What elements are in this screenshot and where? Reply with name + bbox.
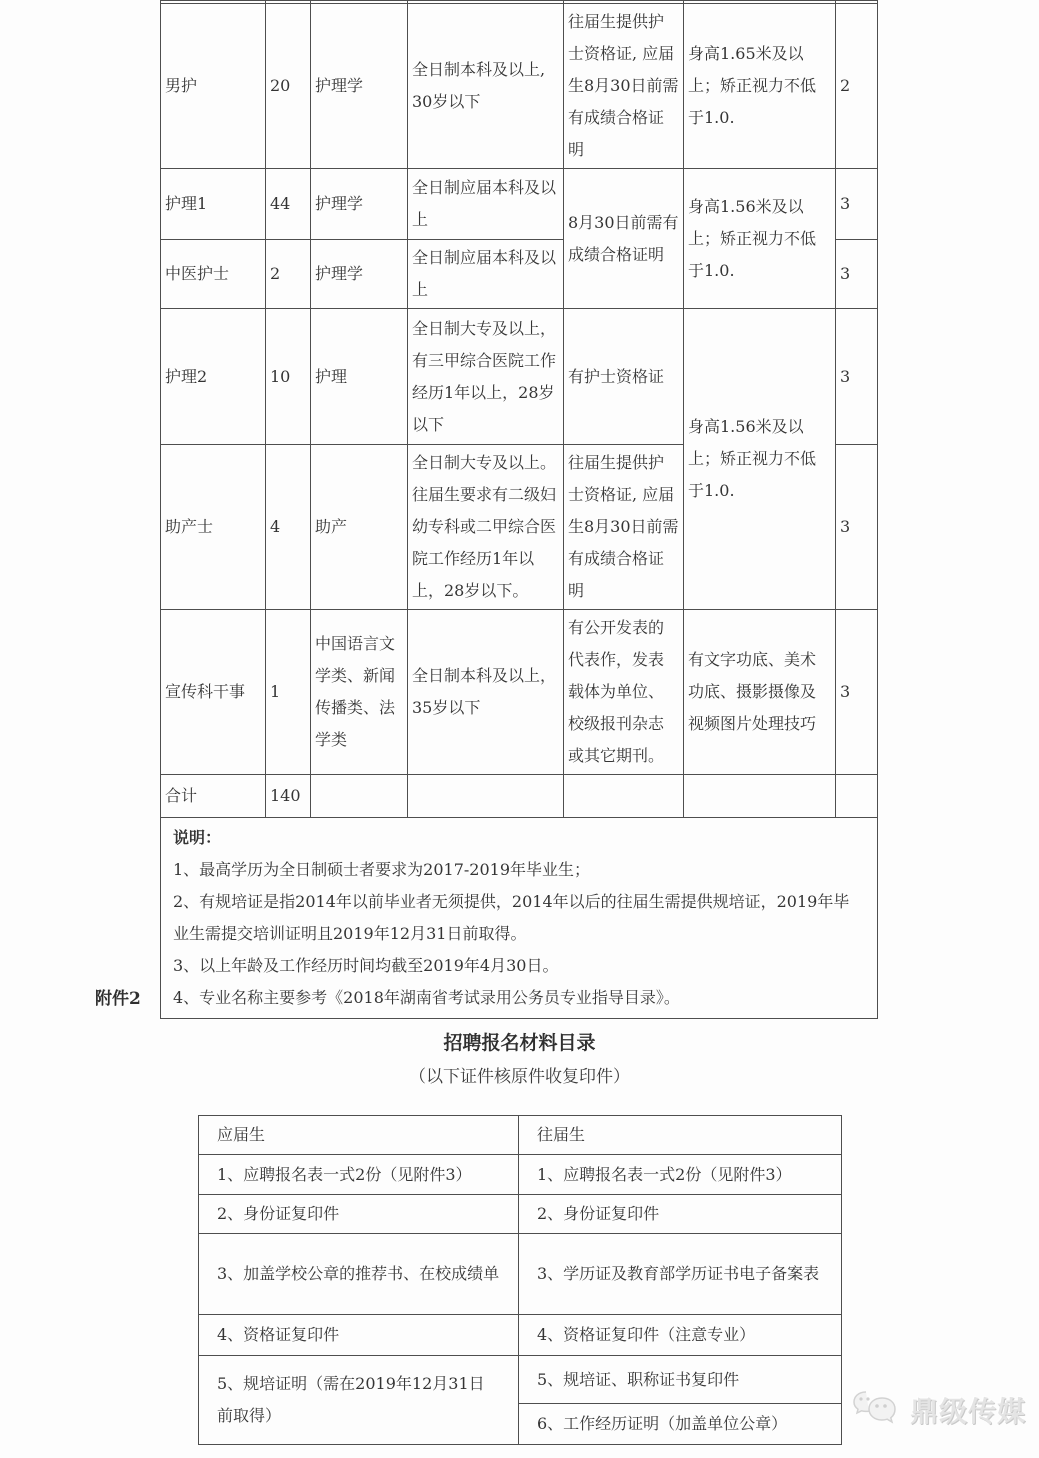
cell-batch: 3 xyxy=(836,309,878,445)
cell-batch: 3 xyxy=(836,445,878,610)
cell-certificate: 往届生提供护士资格证, 应届生8月30日前需有成绩合格证明 xyxy=(564,4,684,169)
watermark-text: 鼎级传媒 xyxy=(910,1395,1027,1428)
cell-education: 全日制应届本科及以上 xyxy=(408,169,564,240)
cell-major: 中国语言文学类、新闻传播类、法学类 xyxy=(311,610,408,775)
cell-fresh-item: 2、身份证复印件 xyxy=(199,1195,519,1234)
note-item: 3、以上年龄及工作经历时间均截至2019年4月30日。 xyxy=(173,956,559,975)
cell-physical: 有文字功底、美术功底、摄影摄像及视频图片处理技巧 xyxy=(684,610,836,775)
cell-previous-item: 5、规培证、职称证书复印件 xyxy=(519,1356,842,1404)
table-row xyxy=(161,169,878,240)
cell-previous-item: 3、学历证及教育部学历证书电子备案表 xyxy=(519,1234,842,1315)
cell-empty xyxy=(684,775,836,818)
attachment-subtitle: （以下证件核原件收复印件） xyxy=(409,1067,630,1087)
cell-previous-item: 4、资格证复印件（注意专业） xyxy=(519,1315,842,1356)
attachment-title: 招聘报名材料目录 xyxy=(443,1032,596,1054)
cell-empty xyxy=(408,775,564,818)
cell-education: 全日制本科及以上，35岁以下 xyxy=(408,610,564,775)
table-row-notes xyxy=(161,818,878,1019)
cell-education: 全日制大专及以上。往届生要求有二级妇幼专科或二甲综合医院工作经历1年以上，28岁以下。 xyxy=(408,445,564,610)
table-row-total xyxy=(161,775,878,818)
cell-empty xyxy=(836,775,878,818)
cell-education: 全日制本科及以上, 30岁以下 xyxy=(408,4,564,169)
cell-position: 护理1 xyxy=(161,169,266,240)
materials-row xyxy=(199,1315,842,1356)
cell-previous-item: 2、身份证复印件 xyxy=(519,1195,842,1234)
cell-physical-merged: 身高1.56米及以上；矫正视力不低于1.0. xyxy=(684,169,836,309)
cell-certificate: 往届生提供护士资格证, 应届生8月30日前需有成绩合格证明 xyxy=(564,445,684,610)
cell-major: 助产 xyxy=(311,445,408,610)
cell-physical-merged: 身高1.56米及以上；矫正视力不低于1.0. xyxy=(684,309,836,610)
cell-count: 20 xyxy=(266,4,311,169)
cell-major: 护理学 xyxy=(311,169,408,240)
cell-major: 护理学 xyxy=(311,240,408,309)
attachment-label: 附件2 xyxy=(95,989,141,1009)
cell-previous-item: 6、工作经历证明（加盖单位公章） xyxy=(519,1404,842,1445)
cell-position: 护理2 xyxy=(161,309,266,445)
cell-certificate-merged: 8月30日前需有成绩合格证明 xyxy=(564,169,684,309)
cell-batch: 2 xyxy=(836,4,878,169)
cell-certificate: 有公开发表的代表作，发表载体为单位、校级报刊杂志或其它期刊。 xyxy=(564,610,684,775)
materials-row xyxy=(199,1155,842,1195)
materials-header-row xyxy=(199,1116,842,1155)
watermark xyxy=(852,1388,1026,1432)
cell-fresh-item: 1、应聘报名表一式2份（见附件3） xyxy=(199,1155,519,1195)
note-item: 4、专业名称主要参考《2018年湖南省考试录用公务员专业指导目录》。 xyxy=(173,988,680,1007)
cell-position: 男护 xyxy=(161,4,266,169)
cell-fresh-item: 4、资格证复印件 xyxy=(199,1315,519,1356)
cell-position: 中医护士 xyxy=(161,240,266,309)
table-row xyxy=(161,309,878,445)
cell-count: 1 xyxy=(266,610,311,775)
media-logo-icon xyxy=(852,1388,904,1432)
cell-count: 2 xyxy=(266,240,311,309)
cell-position: 助产士 xyxy=(161,445,266,610)
note-item: 2、有规培证是指2014年以前毕业者无须提供，2014年以后的往届生需提供规培证，2019年毕业生需提交培训证明且2019年12月31日前取得。 xyxy=(173,892,850,943)
notes-cell xyxy=(161,818,878,1019)
cell-total-count: 140 xyxy=(266,775,311,818)
materials-row xyxy=(199,1356,842,1404)
cell-fresh-item-merged: 5、规培证明（需在2019年12月31日前取得） xyxy=(199,1356,519,1445)
cell-certificate: 有护士资格证 xyxy=(564,309,684,445)
notes-heading: 说明： xyxy=(173,828,222,847)
header-previous-graduates: 往届生 xyxy=(519,1116,842,1155)
table-row xyxy=(161,4,878,169)
cell-empty xyxy=(311,775,408,818)
cell-batch: 3 xyxy=(836,240,878,309)
header-fresh-graduates: 应届生 xyxy=(199,1116,519,1155)
cell-education: 全日制应届本科及以上 xyxy=(408,240,564,309)
note-item: 1、最高学历为全日制硕士者要求为2017-2019年毕业生； xyxy=(173,860,591,879)
materials-row xyxy=(199,1195,842,1234)
recruitment-table xyxy=(160,0,878,1019)
cell-position: 宣传科干事 xyxy=(161,610,266,775)
materials-row xyxy=(199,1234,842,1315)
cell-major: 护理 xyxy=(311,309,408,445)
materials-table xyxy=(198,1115,842,1445)
cell-physical: 身高1.65米及以上；矫正视力不低于1.0. xyxy=(684,4,836,169)
cell-batch: 3 xyxy=(836,610,878,775)
table-row xyxy=(161,610,878,775)
cell-previous-item: 1、应聘报名表一式2份（见附件3） xyxy=(519,1155,842,1195)
cell-count: 44 xyxy=(266,169,311,240)
cell-empty xyxy=(564,775,684,818)
cell-major: 护理学 xyxy=(311,4,408,169)
cell-batch: 3 xyxy=(836,169,878,240)
cell-count: 10 xyxy=(266,309,311,445)
cell-fresh-item: 3、加盖学校公章的推荐书、在校成绩单 xyxy=(199,1234,519,1315)
cell-total-label: 合计 xyxy=(161,775,266,818)
cell-education: 全日制大专及以上，有三甲综合医院工作经历1年以上，28岁以下 xyxy=(408,309,564,445)
cell-count: 4 xyxy=(266,445,311,610)
